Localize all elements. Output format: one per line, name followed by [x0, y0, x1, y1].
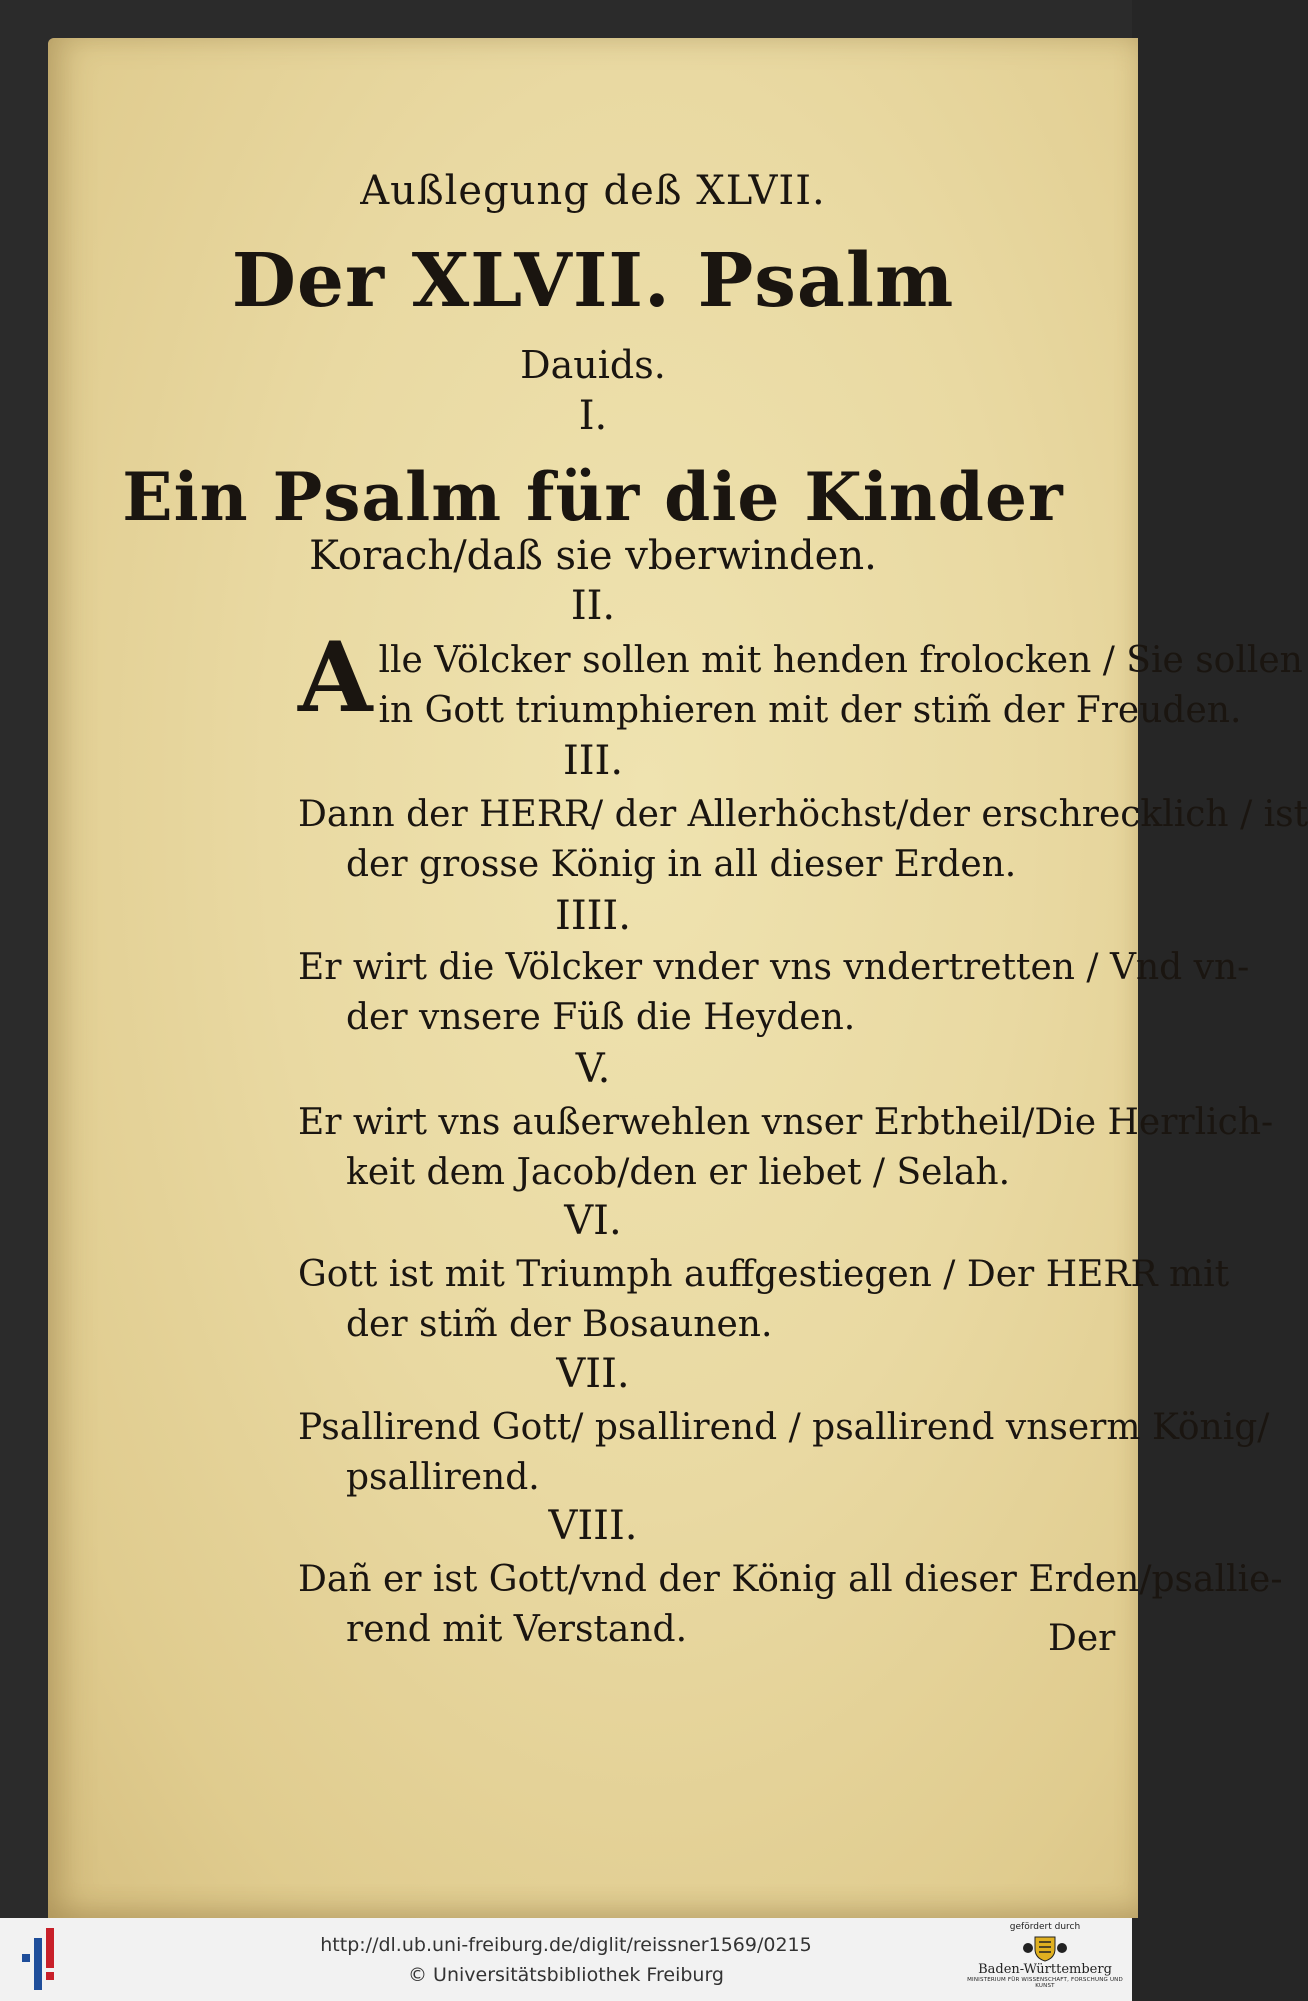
verse-line: lle Völcker sollen mit henden frolocken / Sie sollen: [378, 640, 1303, 681]
verse-numeral: VII.: [556, 1351, 630, 1397]
copyright-notice: © Universitätsbibliothek Freiburg: [408, 1964, 724, 1986]
sponsor-state: Baden-Württemberg: [978, 1962, 1112, 1977]
catchword: Der: [1048, 1618, 1116, 1659]
verse-numeral: IIII.: [555, 893, 631, 939]
book-page: [48, 38, 1308, 1918]
viewer-footer: [0, 1918, 1132, 2001]
running-head: Außlegung deß XLVII.: [360, 168, 826, 214]
verse: [298, 790, 1308, 890]
verse-line: Gott ist mit Triumph auffgestiegen / Der HERR mit: [298, 1254, 1230, 1295]
verse-line: der stim̃ der Bosaunen.: [346, 1304, 773, 1345]
verse-line: der grosse König in all dieser Erden.: [346, 844, 1017, 885]
verse: [298, 1250, 1230, 1350]
superscription-line: Ein Psalm für die Kinder: [122, 458, 1064, 536]
verse-numeral: III.: [562, 738, 624, 784]
verse: [298, 1098, 1274, 1198]
psalm-title: Der XLVII. Psalm: [231, 238, 955, 324]
verse-line: psallirend.: [346, 1457, 540, 1498]
sponsor-block: [960, 1920, 1130, 2000]
verse-numeral: V.: [575, 1046, 611, 1092]
superscription-line: Korach/daß sie vberwinden.: [309, 533, 877, 579]
sponsor-label: gefördert durch: [1009, 1922, 1081, 1932]
verse-line: keit dem Jacob/den er liebet / Selah.: [346, 1152, 1011, 1193]
coat-of-arms-icon: [1021, 1934, 1069, 1962]
permalink-url[interactable]: http://dl.ub.uni-freiburg.de/diglit/reissner1569/0215: [320, 1934, 812, 1956]
verse: [298, 1555, 1283, 1655]
page-text: [48, 38, 1308, 1918]
verse-line: Er wirt die Völcker vnder vns vndertretten / Vnd vn-: [298, 947, 1250, 988]
verse-numeral: VI.: [564, 1198, 622, 1244]
psalm-title-sub: Dauids.: [520, 343, 666, 387]
sponsor-ministry: MINISTERIUM FÜR WISSENSCHAFT, FORSCHUNG UND KUNST: [967, 1977, 1123, 1989]
verse-line: der vnsere Füß die Heyden.: [346, 997, 856, 1038]
verse-line: rend mit Verstand.: [346, 1609, 688, 1650]
verse-numeral: II.: [570, 583, 616, 629]
verse: [298, 1403, 1270, 1503]
verse-line: in Gott triumphieren mit der stim̃ der Freuden.: [378, 690, 1242, 731]
verse-line: Er wirt vns außerwehlen vnser Erbtheil/Die Herrlich-: [298, 1102, 1274, 1143]
drop-initial: A: [298, 621, 373, 734]
verse-numeral: I.: [578, 393, 608, 439]
verse-numeral: VIII.: [548, 1503, 638, 1549]
verse-line: Dann der HERR/ der Allerhöchst/der erschrecklich / ist: [298, 794, 1308, 835]
verse-line: Psallirend Gott/ psallirend / psallirend vnserm König/: [298, 1407, 1270, 1448]
verse: [298, 621, 1303, 736]
verse: [298, 943, 1250, 1043]
verse-line: Dañ er ist Gott/vnd der König all dieser Erden/psallie-: [298, 1559, 1283, 1600]
